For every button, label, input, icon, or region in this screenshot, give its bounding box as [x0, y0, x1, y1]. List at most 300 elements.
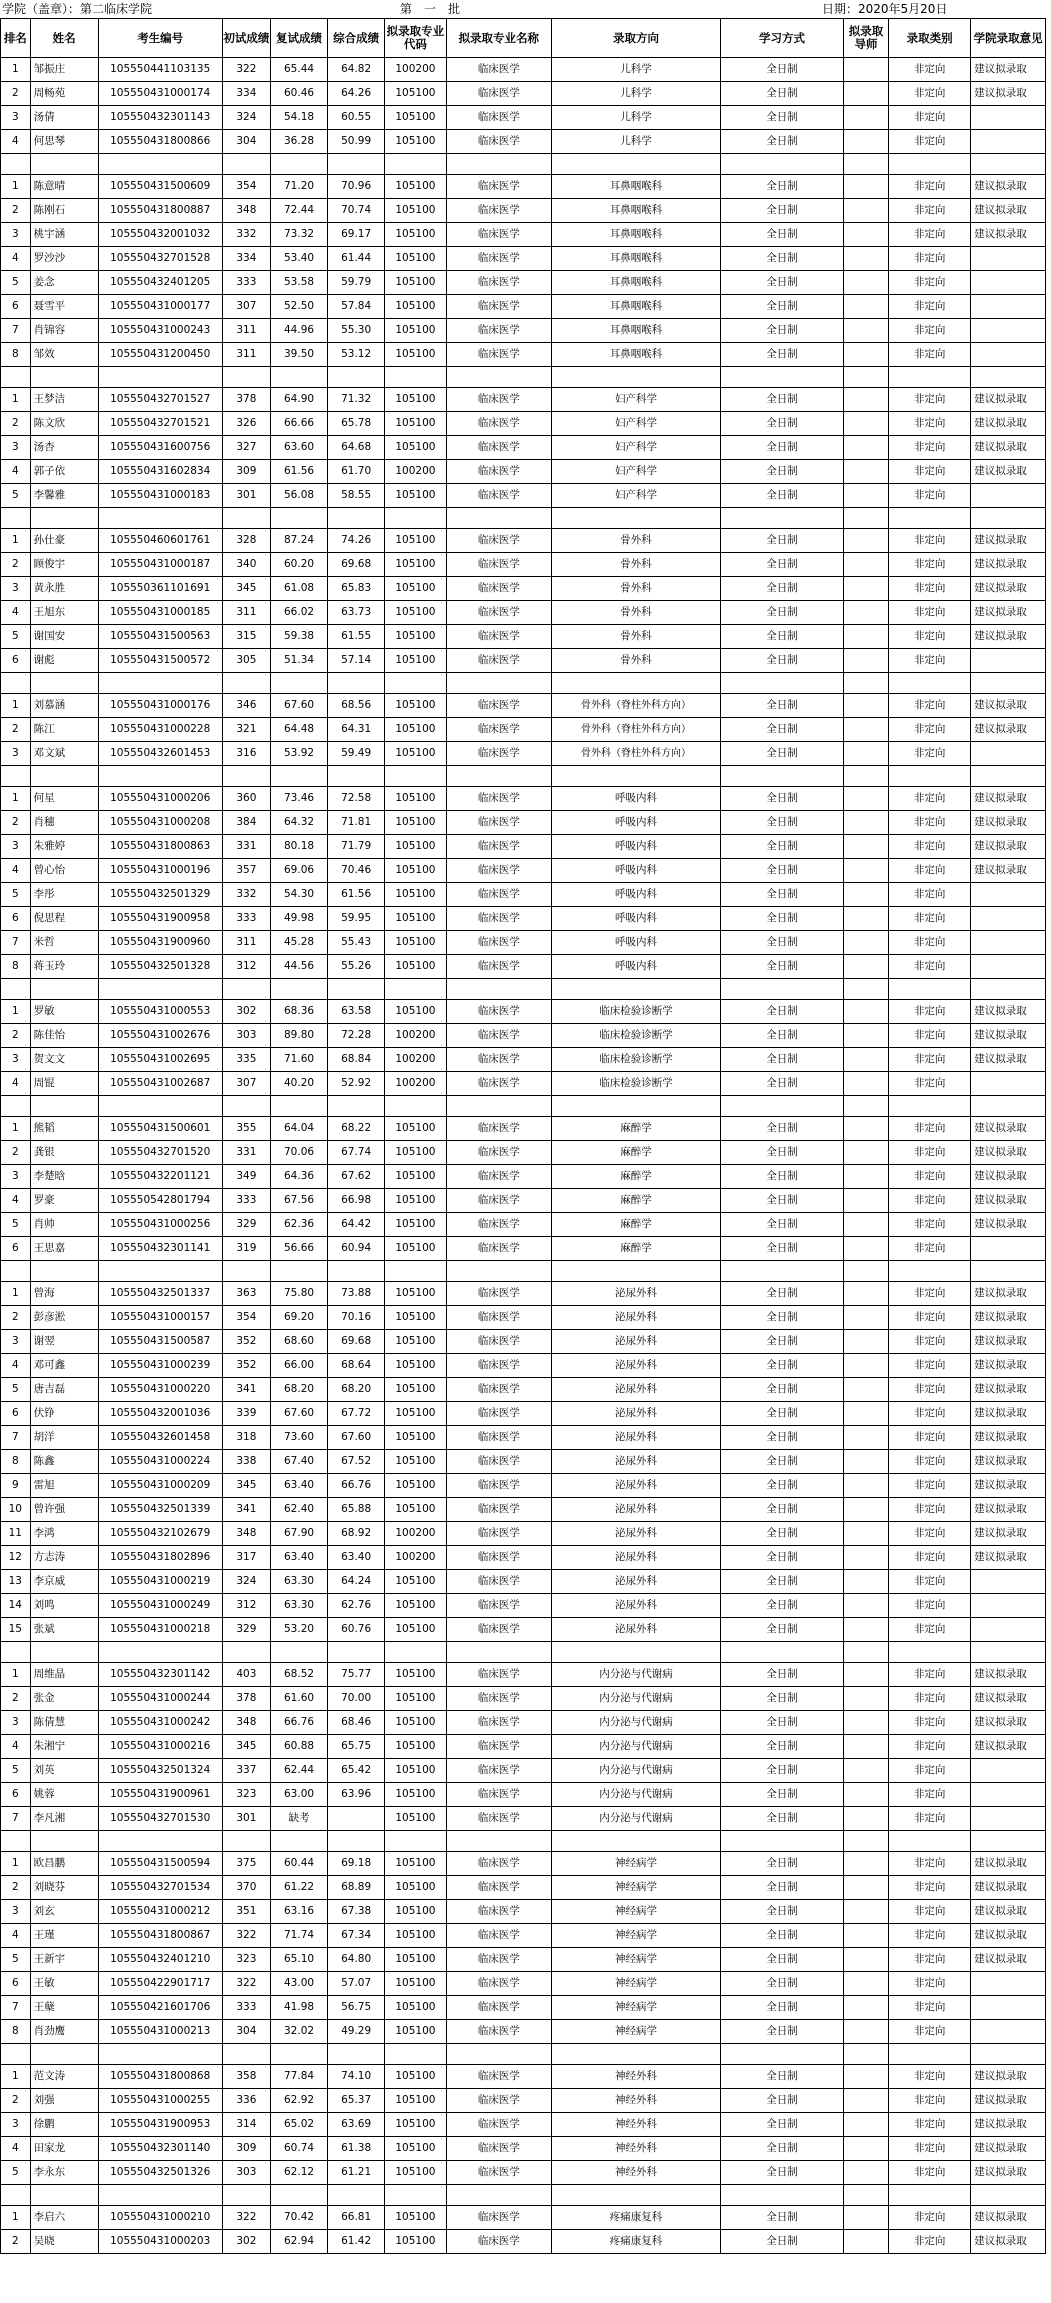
cell-supervisor — [843, 1498, 888, 1522]
cell-initial-score: 331 — [222, 1141, 270, 1165]
cell-major-name: 临床医学 — [446, 343, 551, 367]
cell-retest-score: 66.02 — [271, 601, 328, 625]
cell-name: 唐吉磊 — [30, 1378, 98, 1402]
empty-cell — [328, 1831, 385, 1852]
cell-name: 汤倩 — [30, 106, 98, 130]
empty-cell — [222, 1261, 270, 1282]
cell-supervisor — [843, 271, 888, 295]
cell-direction: 儿科学 — [552, 106, 721, 130]
cell-rank: 3 — [1, 106, 31, 130]
empty-cell — [385, 1261, 446, 1282]
cell-direction: 呼吸内科 — [552, 835, 721, 859]
cell-name: 吴晓 — [30, 2230, 98, 2254]
cell-major-name: 临床医学 — [446, 223, 551, 247]
cell-major-name: 临床医学 — [446, 82, 551, 106]
cell-admission-type: 非定向 — [888, 811, 970, 835]
cell-name: 桃宇涵 — [30, 223, 98, 247]
cell-admission-type: 非定向 — [888, 1687, 970, 1711]
cell-total-score: 63.58 — [328, 1000, 385, 1024]
cell-retest-score: 62.12 — [271, 2161, 328, 2185]
cell-admission-type: 非定向 — [888, 1783, 970, 1807]
cell-direction: 呼吸内科 — [552, 907, 721, 931]
empty-cell — [446, 1831, 551, 1852]
cell-study-mode: 全日制 — [721, 1618, 844, 1642]
cell-candidate-id: 105550431602834 — [98, 460, 222, 484]
empty-cell — [843, 1831, 888, 1852]
cell-major-code: 105100 — [385, 1354, 446, 1378]
empty-cell — [222, 2185, 270, 2206]
col-header-retest-score: 复试成绩 — [271, 19, 328, 58]
cell-supervisor — [843, 1306, 888, 1330]
cell-retest-score: 64.32 — [271, 811, 328, 835]
cell-study-mode: 全日制 — [721, 1807, 844, 1831]
cell-total-score: 52.92 — [328, 1072, 385, 1096]
cell-major-code: 100200 — [385, 460, 446, 484]
table-row — [1, 1282, 1046, 1306]
cell-study-mode: 全日制 — [721, 625, 844, 649]
cell-retest-score: 87.24 — [271, 529, 328, 553]
cell-initial-score: 311 — [222, 601, 270, 625]
cell-direction: 神经病学 — [552, 1852, 721, 1876]
cell-total-score: 68.84 — [328, 1048, 385, 1072]
cell-college-opinion: 建议拟录取 — [971, 1498, 1046, 1522]
cell-candidate-id: 105550431000219 — [98, 1570, 222, 1594]
cell-major-code: 105100 — [385, 412, 446, 436]
cell-name: 李楚晗 — [30, 1165, 98, 1189]
empty-cell — [446, 1642, 551, 1663]
cell-direction: 神经病学 — [552, 1972, 721, 1996]
cell-rank: 2 — [1, 1876, 31, 1900]
cell-supervisor — [843, 2113, 888, 2137]
table-row — [1, 1852, 1046, 1876]
cell-college-opinion: 建议拟录取 — [971, 460, 1046, 484]
cell-retest-score: 67.90 — [271, 1522, 328, 1546]
cell-supervisor — [843, 1900, 888, 1924]
cell-admission-type: 非定向 — [888, 1237, 970, 1261]
cell-supervisor — [843, 412, 888, 436]
cell-initial-score: 322 — [222, 2206, 270, 2230]
cell-direction: 儿科学 — [552, 130, 721, 154]
cell-rank: 4 — [1, 859, 31, 883]
cell-initial-score: 319 — [222, 1237, 270, 1261]
cell-major-name: 临床医学 — [446, 1402, 551, 1426]
cell-college-opinion: 建议拟录取 — [971, 2230, 1046, 2254]
cell-supervisor — [843, 247, 888, 271]
empty-cell — [843, 1261, 888, 1282]
cell-major-name: 临床医学 — [446, 1237, 551, 1261]
cell-admission-type: 非定向 — [888, 718, 970, 742]
cell-name: 邹效 — [30, 343, 98, 367]
cell-college-opinion: 建议拟录取 — [971, 1000, 1046, 1024]
cell-total-score: 68.89 — [328, 1876, 385, 1900]
cell-major-code: 105100 — [385, 1618, 446, 1642]
cell-study-mode: 全日制 — [721, 1900, 844, 1924]
cell-rank: 6 — [1, 1237, 31, 1261]
cell-major-code: 105100 — [385, 1876, 446, 1900]
cell-rank: 6 — [1, 1783, 31, 1807]
empty-cell — [888, 766, 970, 787]
cell-retest-score: 70.06 — [271, 1141, 328, 1165]
empty-cell — [971, 154, 1046, 175]
cell-admission-type: 非定向 — [888, 1996, 970, 2020]
cell-major-code: 105100 — [385, 1498, 446, 1522]
cell-retest-score: 62.44 — [271, 1759, 328, 1783]
empty-cell — [271, 1261, 328, 1282]
empty-cell — [721, 1096, 844, 1117]
table-row — [1, 1330, 1046, 1354]
empty-cell — [843, 673, 888, 694]
empty-cell — [98, 2044, 222, 2065]
cell-total-score: 69.18 — [328, 1852, 385, 1876]
cell-admission-type: 非定向 — [888, 1213, 970, 1237]
empty-cell — [888, 508, 970, 529]
cell-direction: 神经外科 — [552, 2137, 721, 2161]
cell-name: 何思琴 — [30, 130, 98, 154]
empty-cell — [888, 1096, 970, 1117]
cell-college-opinion: 建议拟录取 — [971, 553, 1046, 577]
cell-supervisor — [843, 1024, 888, 1048]
cell-major-name: 临床医学 — [446, 295, 551, 319]
table-row — [1, 529, 1046, 553]
cell-name: 王敏 — [30, 1972, 98, 1996]
cell-retest-score: 63.16 — [271, 1900, 328, 1924]
cell-retest-score: 64.04 — [271, 1117, 328, 1141]
cell-rank: 2 — [1, 718, 31, 742]
group-separator-row — [1, 1261, 1046, 1282]
cell-major-name: 临床医学 — [446, 58, 551, 82]
cell-total-score: 68.22 — [328, 1117, 385, 1141]
cell-direction: 骨外科 — [552, 625, 721, 649]
cell-admission-type: 非定向 — [888, 1189, 970, 1213]
cell-total-score: 70.74 — [328, 199, 385, 223]
cell-retest-score: 51.34 — [271, 649, 328, 673]
empty-cell — [1, 508, 31, 529]
cell-retest-score: 40.20 — [271, 1072, 328, 1096]
cell-rank: 2 — [1, 199, 31, 223]
cell-college-opinion: 建议拟录取 — [971, 625, 1046, 649]
cell-major-name: 临床医学 — [446, 484, 551, 508]
cell-college-opinion: 建议拟录取 — [971, 1189, 1046, 1213]
cell-retest-score: 54.18 — [271, 106, 328, 130]
empty-cell — [98, 1831, 222, 1852]
cell-study-mode: 全日制 — [721, 1450, 844, 1474]
cell-major-name: 临床医学 — [446, 1924, 551, 1948]
cell-study-mode: 全日制 — [721, 694, 844, 718]
cell-college-opinion — [971, 484, 1046, 508]
cell-major-name: 临床医学 — [446, 1000, 551, 1024]
empty-cell — [552, 673, 721, 694]
cell-candidate-id: 105550431000177 — [98, 295, 222, 319]
empty-cell — [843, 367, 888, 388]
cell-major-code: 105100 — [385, 2020, 446, 2044]
cell-study-mode: 全日制 — [721, 1189, 844, 1213]
cell-rank: 1 — [1, 1117, 31, 1141]
cell-rank: 11 — [1, 1522, 31, 1546]
empty-cell — [328, 1261, 385, 1282]
cell-initial-score: 335 — [222, 1048, 270, 1072]
cell-supervisor — [843, 625, 888, 649]
cell-supervisor — [843, 1924, 888, 1948]
cell-rank: 5 — [1, 1378, 31, 1402]
table-row — [1, 1450, 1046, 1474]
cell-total-score: 67.62 — [328, 1165, 385, 1189]
cell-candidate-id: 105550431000183 — [98, 484, 222, 508]
cell-major-code: 100200 — [385, 58, 446, 82]
cell-name: 熊韬 — [30, 1117, 98, 1141]
cell-direction: 神经病学 — [552, 1900, 721, 1924]
cell-admission-type: 非定向 — [888, 1948, 970, 1972]
table-row — [1, 1618, 1046, 1642]
cell-total-score: 64.68 — [328, 436, 385, 460]
cell-total-score: 59.95 — [328, 907, 385, 931]
cell-retest-score: 63.40 — [271, 1474, 328, 1498]
cell-admission-type: 非定向 — [888, 1594, 970, 1618]
empty-cell — [30, 154, 98, 175]
cell-major-name: 临床医学 — [446, 1189, 551, 1213]
empty-cell — [98, 154, 222, 175]
cell-retest-score: 70.42 — [271, 2206, 328, 2230]
cell-admission-type: 非定向 — [888, 1498, 970, 1522]
cell-college-opinion: 建议拟录取 — [971, 412, 1046, 436]
cell-name: 邓文斌 — [30, 742, 98, 766]
cell-college-opinion: 建议拟录取 — [971, 82, 1046, 106]
empty-cell — [721, 367, 844, 388]
cell-retest-score: 65.10 — [271, 1948, 328, 1972]
empty-cell — [271, 1096, 328, 1117]
empty-cell — [888, 979, 970, 1000]
cell-initial-score: 345 — [222, 1474, 270, 1498]
cell-admission-type: 非定向 — [888, 1024, 970, 1048]
cell-admission-type: 非定向 — [888, 1759, 970, 1783]
cell-admission-type: 非定向 — [888, 412, 970, 436]
cell-total-score: 49.29 — [328, 2020, 385, 2044]
cell-retest-score: 66.66 — [271, 412, 328, 436]
cell-name: 倪思程 — [30, 907, 98, 931]
table-row — [1, 2113, 1046, 2137]
empty-cell — [222, 367, 270, 388]
cell-supervisor — [843, 931, 888, 955]
cell-study-mode: 全日制 — [721, 295, 844, 319]
cell-rank: 12 — [1, 1546, 31, 1570]
cell-college-opinion — [971, 343, 1046, 367]
cell-college-opinion: 建议拟录取 — [971, 787, 1046, 811]
table-row — [1, 82, 1046, 106]
cell-supervisor — [843, 1354, 888, 1378]
cell-name: 徐鹏 — [30, 2113, 98, 2137]
cell-initial-score: 378 — [222, 388, 270, 412]
cell-major-name: 临床医学 — [446, 460, 551, 484]
cell-study-mode: 全日制 — [721, 601, 844, 625]
cell-name: 王蘖 — [30, 1996, 98, 2020]
cell-admission-type: 非定向 — [888, 1141, 970, 1165]
empty-cell — [30, 2044, 98, 2065]
cell-total-score: 61.42 — [328, 2230, 385, 2254]
table-row — [1, 625, 1046, 649]
cell-initial-score: 312 — [222, 1594, 270, 1618]
table-row — [1, 2020, 1046, 2044]
cell-initial-score: 370 — [222, 1876, 270, 1900]
empty-cell — [98, 1096, 222, 1117]
cell-total-score: 63.96 — [328, 1783, 385, 1807]
empty-cell — [843, 1642, 888, 1663]
cell-major-code: 105100 — [385, 1900, 446, 1924]
cell-major-code: 105100 — [385, 1852, 446, 1876]
cell-major-name: 临床医学 — [446, 1807, 551, 1831]
cell-rank: 6 — [1, 907, 31, 931]
cell-name: 朱雅婷 — [30, 835, 98, 859]
cell-admission-type: 非定向 — [888, 223, 970, 247]
cell-major-code: 105100 — [385, 1594, 446, 1618]
cell-name: 李彤 — [30, 883, 98, 907]
cell-rank: 4 — [1, 460, 31, 484]
cell-direction: 神经外科 — [552, 2161, 721, 2185]
cell-major-name: 临床医学 — [446, 1048, 551, 1072]
cell-total-score: 64.26 — [328, 82, 385, 106]
empty-cell — [888, 2185, 970, 2206]
cell-direction: 泌尿外科 — [552, 1570, 721, 1594]
cell-initial-score: 334 — [222, 247, 270, 271]
cell-major-code: 105100 — [385, 553, 446, 577]
cell-initial-score: 302 — [222, 1000, 270, 1024]
cell-total-score: 70.00 — [328, 1687, 385, 1711]
cell-study-mode: 全日制 — [721, 1711, 844, 1735]
cell-total-score: 61.21 — [328, 2161, 385, 2185]
table-row — [1, 1711, 1046, 1735]
table-header-row — [1, 19, 1046, 58]
cell-initial-score: 302 — [222, 2230, 270, 2254]
cell-college-opinion: 建议拟录取 — [971, 436, 1046, 460]
cell-supervisor — [843, 1189, 888, 1213]
table-row — [1, 343, 1046, 367]
table-row — [1, 883, 1046, 907]
cell-supervisor — [843, 1687, 888, 1711]
cell-rank: 2 — [1, 1024, 31, 1048]
group-separator-row — [1, 154, 1046, 175]
cell-direction: 麻醉学 — [552, 1213, 721, 1237]
cell-direction: 骨外科（脊柱外科方向） — [552, 718, 721, 742]
cell-supervisor — [843, 1783, 888, 1807]
cell-direction: 耳鼻咽喉科 — [552, 223, 721, 247]
cell-college-opinion — [971, 1972, 1046, 1996]
cell-major-code: 105100 — [385, 1402, 446, 1426]
cell-candidate-id: 105550431000187 — [98, 553, 222, 577]
cell-supervisor — [843, 106, 888, 130]
cell-name: 姜念 — [30, 271, 98, 295]
cell-study-mode: 全日制 — [721, 1996, 844, 2020]
cell-major-code: 105100 — [385, 718, 446, 742]
group-separator-row — [1, 1096, 1046, 1117]
cell-total-score: 65.42 — [328, 1759, 385, 1783]
cell-supervisor — [843, 2065, 888, 2089]
empty-cell — [222, 508, 270, 529]
cell-name: 邹振庄 — [30, 58, 98, 82]
cell-initial-score: 375 — [222, 1852, 270, 1876]
empty-cell — [98, 367, 222, 388]
cell-candidate-id: 105550431500594 — [98, 1852, 222, 1876]
cell-direction: 儿科学 — [552, 82, 721, 106]
table-row — [1, 1924, 1046, 1948]
cell-major-name: 临床医学 — [446, 1450, 551, 1474]
cell-major-name: 临床医学 — [446, 835, 551, 859]
cell-candidate-id: 105550432701534 — [98, 1876, 222, 1900]
cell-retest-score: 61.08 — [271, 577, 328, 601]
cell-rank: 1 — [1, 58, 31, 82]
cell-total-score: 50.99 — [328, 130, 385, 154]
cell-study-mode: 全日制 — [721, 130, 844, 154]
cell-major-name: 临床医学 — [446, 1213, 551, 1237]
cell-admission-type: 非定向 — [888, 1807, 970, 1831]
cell-major-code: 105100 — [385, 601, 446, 625]
cell-college-opinion: 建议拟录取 — [971, 1306, 1046, 1330]
cell-rank: 3 — [1, 1048, 31, 1072]
cell-major-code: 105100 — [385, 2065, 446, 2089]
cell-rank: 1 — [1, 1852, 31, 1876]
cell-major-code: 105100 — [385, 1996, 446, 2020]
cell-major-code: 105100 — [385, 2206, 446, 2230]
cell-major-code: 105100 — [385, 1165, 446, 1189]
empty-cell — [385, 1096, 446, 1117]
cell-supervisor — [843, 811, 888, 835]
cell-candidate-id: 105550432001032 — [98, 223, 222, 247]
cell-study-mode: 全日制 — [721, 1354, 844, 1378]
cell-admission-type: 非定向 — [888, 2230, 970, 2254]
cell-retest-score: 62.92 — [271, 2089, 328, 2113]
cell-candidate-id: 105550431900961 — [98, 1783, 222, 1807]
cell-candidate-id: 105550431800866 — [98, 130, 222, 154]
cell-candidate-id: 105550431500572 — [98, 649, 222, 673]
cell-total-score: 67.38 — [328, 1900, 385, 1924]
group-separator-row — [1, 2185, 1046, 2206]
empty-cell — [328, 508, 385, 529]
cell-supervisor — [843, 1237, 888, 1261]
cell-admission-type: 非定向 — [888, 130, 970, 154]
empty-cell — [385, 1642, 446, 1663]
cell-college-opinion — [971, 247, 1046, 271]
cell-candidate-id: 105550431000210 — [98, 2206, 222, 2230]
cell-total-score: 72.28 — [328, 1024, 385, 1048]
cell-direction: 麻醉学 — [552, 1117, 721, 1141]
cell-rank: 7 — [1, 931, 31, 955]
cell-retest-score: 61.56 — [271, 460, 328, 484]
empty-cell — [98, 508, 222, 529]
cell-initial-score: 333 — [222, 1996, 270, 2020]
cell-supervisor — [843, 1735, 888, 1759]
empty-cell — [385, 766, 446, 787]
cell-direction: 泌尿外科 — [552, 1498, 721, 1522]
cell-direction: 泌尿外科 — [552, 1522, 721, 1546]
cell-major-name: 临床医学 — [446, 718, 551, 742]
cell-college-opinion — [971, 1072, 1046, 1096]
cell-admission-type: 非定向 — [888, 625, 970, 649]
cell-college-opinion: 建议拟录取 — [971, 1282, 1046, 1306]
empty-cell — [98, 673, 222, 694]
cell-college-opinion: 建议拟录取 — [971, 1876, 1046, 1900]
group-separator-row — [1, 673, 1046, 694]
group-separator-row — [1, 508, 1046, 529]
cell-study-mode: 全日制 — [721, 1141, 844, 1165]
cell-major-code: 100200 — [385, 1072, 446, 1096]
cell-major-name: 临床医学 — [446, 1378, 551, 1402]
empty-cell — [552, 154, 721, 175]
col-header-rank: 排名 — [1, 19, 31, 58]
cell-admission-type: 非定向 — [888, 1924, 970, 1948]
cell-admission-type: 非定向 — [888, 1165, 970, 1189]
cell-retest-score: 73.60 — [271, 1426, 328, 1450]
cell-initial-score: 324 — [222, 1570, 270, 1594]
cell-name: 陈倩慧 — [30, 1711, 98, 1735]
cell-supervisor — [843, 1972, 888, 1996]
empty-cell — [971, 1642, 1046, 1663]
